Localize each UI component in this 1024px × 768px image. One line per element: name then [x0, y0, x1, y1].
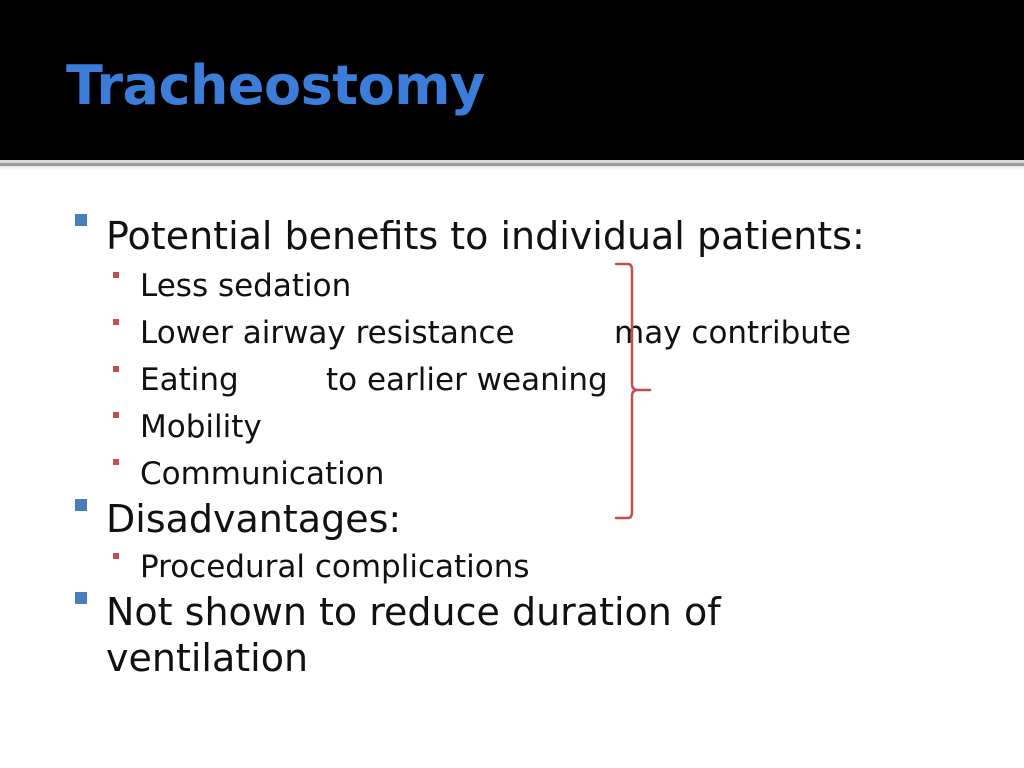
- bullet-marker: [75, 592, 87, 604]
- brace-note-line2: to earlier weaning: [326, 362, 608, 398]
- sub-bullet-marker: [113, 272, 119, 278]
- sub-bullet-communication: Communication: [140, 456, 385, 492]
- bullet-marker: [75, 214, 87, 226]
- title-divider-fade: [0, 166, 1024, 170]
- bullet-not-shown-line1: Not shown to reduce duration of: [106, 590, 721, 634]
- sub-bullet-marker: [113, 366, 119, 372]
- sub-bullet-marker: [113, 412, 119, 418]
- bullet-marker: [75, 499, 87, 511]
- sub-bullet-eating: Eating: [140, 362, 239, 398]
- brace-icon: [610, 262, 654, 524]
- brace-note-line1: may contribute: [614, 315, 852, 351]
- sub-bullet-marker: [113, 553, 119, 559]
- sub-bullet-lower-airway-resistance: Lower airway resistance: [140, 315, 515, 351]
- sub-bullet-mobility: Mobility: [140, 409, 262, 445]
- sub-bullet-procedural-complications: Procedural complications: [140, 549, 530, 585]
- bullet-disadvantages: Disadvantages:: [106, 497, 402, 541]
- sub-bullet-less-sedation: Less sedation: [140, 268, 352, 304]
- title-bar: [0, 0, 1024, 160]
- sub-bullet-marker: [113, 319, 119, 325]
- bullet-not-shown-line2: ventilation: [106, 636, 309, 680]
- bullet-benefits: Potential benefits to individual patients:: [106, 214, 865, 258]
- slide-title: Tracheostomy: [66, 54, 485, 117]
- sub-bullet-marker: [113, 459, 119, 465]
